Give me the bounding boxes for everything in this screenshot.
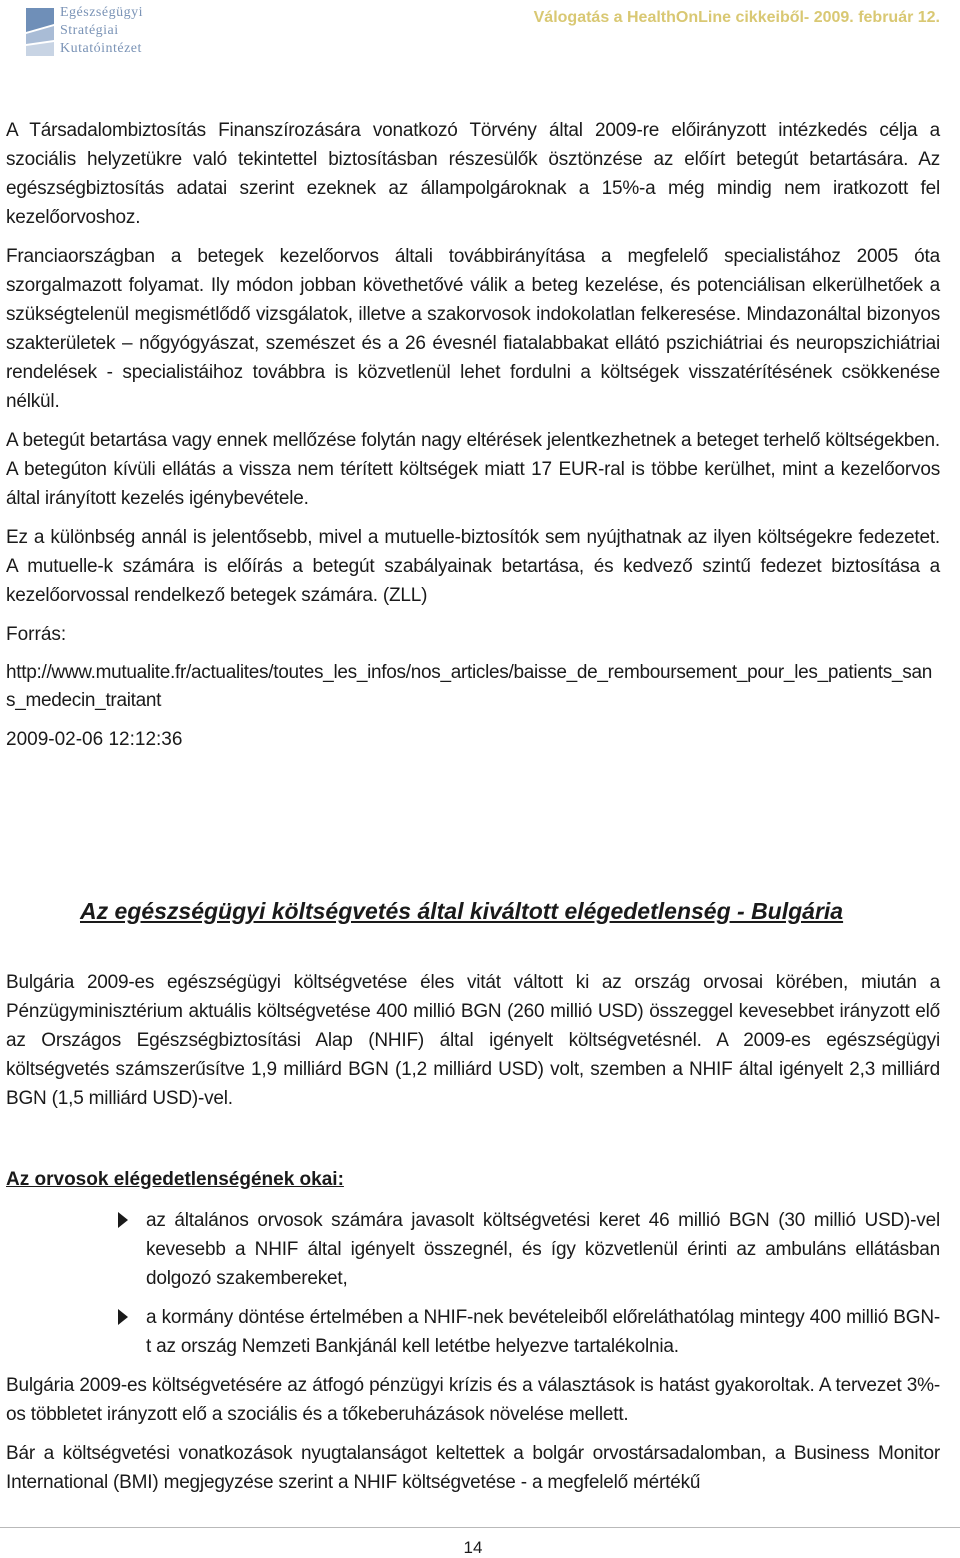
article-timestamp: 2009-02-06 12:12:36	[6, 729, 183, 750]
page-number: 14	[463, 1538, 483, 1557]
institute-logo	[24, 4, 174, 62]
article-2-paragraph-2: Bulgária 2009-es költségvetésére az átfogó pénzügyi krízis és a választások is hatást gyakoroltak. A tervezet 3%-os többletet irányzott elő a szociális és a tőkeberuházások növelése mellett.	[6, 1375, 940, 1425]
article-2	[6, 968, 940, 1497]
bullet-arrow-icon	[118, 1212, 128, 1228]
list-item-text: az általános orvosok számára javasolt költségvetési keret 46 millió BGN (30 millió USD)-vel kevesebb a NHIF által igényelt összegnél, és így közvetlenül érinti az ambuláns ellátásban dolgozó szakembereket,	[146, 1210, 940, 1289]
logo-line-2: Stratégiai	[60, 23, 119, 38]
footer-divider	[0, 1527, 960, 1528]
article-1	[6, 116, 940, 754]
article-1-paragraph-4: Ez a különbség annál is jelentősebb, mivel a mutuelle-biztosítók sem nyújthatnak az ilyen költségekre fedezetet. A mutuelle-k számára is előírás a betegút szabályainak betartása, és kedvező szintű fedezet biztosítása a kezelőorvossal rendelkező betegek számára. (ZLL)	[6, 527, 940, 606]
source-link[interactable]: http://www.mutualite.fr/actualites/toutes_les_infos/nos_articles/baisse_de_remboursement_pour_les_patients_sans_medecin_traitant	[6, 662, 932, 711]
article-1-paragraph-1: A Társadalombiztosítás Finanszírozására vonatkozó Törvény által 2009-re előirányzott intézkedés célja a szociális helyzetükre való tekintettel biztosításban részesülők ösztönzése az előírt betegút betartására. Az egészségbiztosítás adatai szerint ezeknek az állampolgároknak a 15%-a még mindig nem iratkozott fel kezelőorvoshoz.	[6, 120, 940, 228]
page-header	[0, 0, 960, 66]
logo-line-3: Kutatóintézet	[60, 41, 142, 56]
section-heading: Az orvosok elégedetlenségének okai:	[6, 1169, 344, 1190]
article-2-paragraph-3: Bár a költségvetési vonatkozások nyugtalanságot keltettek a bolgár orvostársadalomban, a Business Monitor International (BMI) megjegyzése szerint a NHIF költségvetése - a megfelelő mértékű	[6, 1443, 940, 1493]
bullet-arrow-icon	[118, 1309, 128, 1325]
article-1-paragraph-2: Franciaországban a betegek kezelőorvos általi továbbirányítása a megfelelő specialistához 2005 óta szorgalmazott folyamat. Ily módon jobban követhetővé válik a beteg kezelése, és potenciálisan elkerülhetőek a szükségtelenül megismétlődő vizsgálatok, illetve a szakorvosok indokolatlan felkeresése. Mindazonáltal bizonyos szakterületek – nőgyógyászat, szemészet és a 26 évesnél fiatalabbakat ellátó pszichiátriai és neuropszichiátriai rendelések - specialistáihoz továbbra is közvetlenül lehet fordulni a költségek visszatérítésének csökkenése nélkül.	[6, 246, 940, 412]
logo-line-1: Egészségügyi	[60, 5, 143, 20]
article-2-intro: Bulgária 2009-es egészségügyi költségvetése éles vitát váltott ki az ország orvosai körében, miután a Pénzügyminisztérium aktuális költségvetése 400 millió BGN (260 millió USD) összeggel kevesebbet irányzott elő az Országos Egészségbiztosítási Alap (NHIF) által igényelt költségvetésnél. A 2009-es egészségügyi költségvetés számszerűsítve 1,9 milliárd BGN (1,2 milliárd USD) volt, szemben a NHIF által igényelt 2,3 milliárd BGN (1,5 milliárd USD)-vel.	[6, 972, 940, 1109]
logo-mark-icon	[24, 6, 56, 58]
list-item-text: a kormány döntése értelmében a NHIF-nek bevételeiből előreláthatólag mintegy 400 millió BGN-t az ország Nemzeti Bankjánál kell letétbe helyezve tartalékolnia.	[146, 1307, 940, 1357]
source-label: Forrás:	[6, 624, 67, 645]
list-item	[6, 1303, 940, 1361]
header-title: Válogatás a HealthOnLine cikkeiből- 2009. február 12.	[533, 9, 940, 26]
article-2-title: Az egészségügyi költségvetés által kiváltott elégedetlenség - Bulgária	[80, 898, 844, 924]
list-item	[6, 1206, 940, 1293]
article-1-paragraph-3: A betegút betartása vagy ennek mellőzése folytán nagy eltérések jelentkezhetnek a beteget terhelő költségekben. A betegúton kívüli ellátás a vissza nem térített költségek miatt 17 EUR-ral is többe kerülhet, mint a kezelőorvos által irányított kezelés igénybevétele.	[6, 430, 940, 509]
reasons-list	[6, 1206, 940, 1361]
